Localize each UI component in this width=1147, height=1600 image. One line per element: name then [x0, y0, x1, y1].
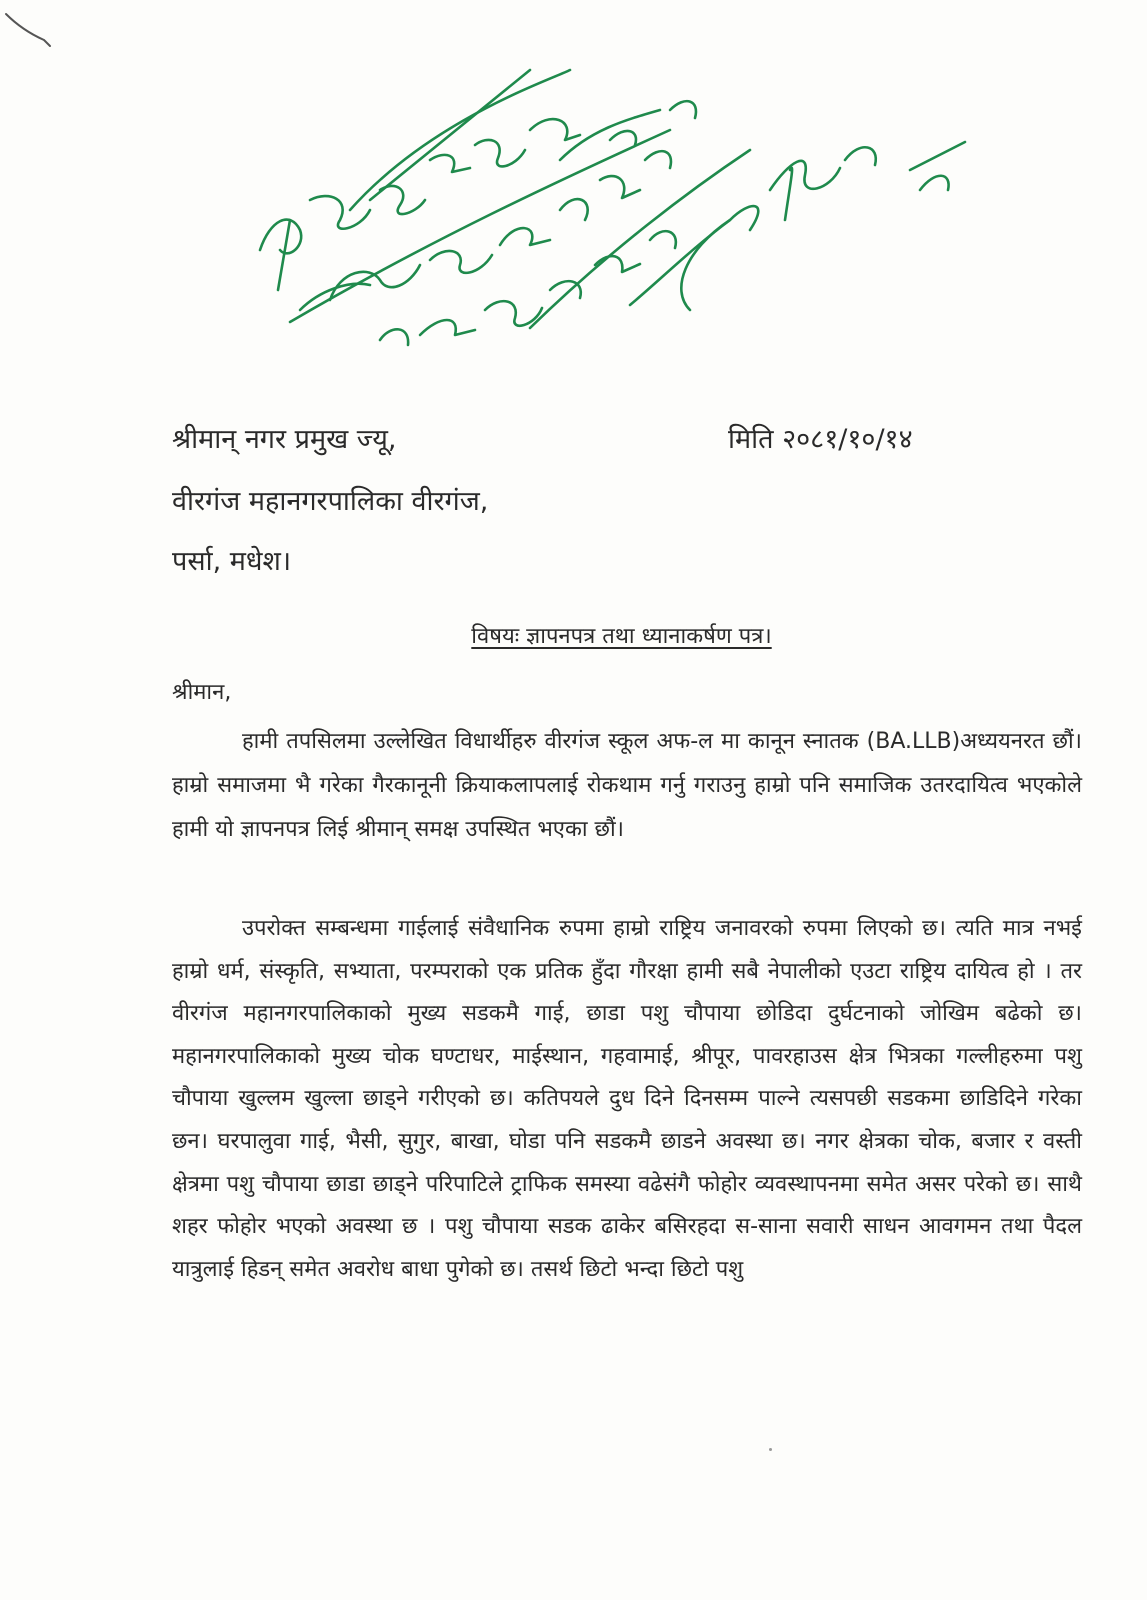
recipient-line-1: श्रीमान् नगर प्रमुख ज्यू,: [172, 424, 397, 455]
recipient-line-2: वीरगंज महानगरपालिका वीरगंज,: [172, 486, 489, 517]
handwritten-annotation: [230, 50, 990, 360]
stray-dot: [769, 1448, 772, 1451]
paragraph-1-text: हामी तपसिलमा उल्लेखित विधार्थीहरु वीरगंज स्कूल अफ-ल मा कानून स्नातक (BA.LLB)अध्ययनरत छौं। हाम्रो समाजमा भै गरेका गैरकानूनी क्रियाकलापलाई रोकथाम गर्नु गराउनु हाम्रो पनि समाजिक उतरदायित्व भएकोले हामी यो ज्ञापनपत्र लिई श्रीमान् समक्ष उपस्थित भएका छौं।: [172, 729, 1082, 842]
subject-text: विषयः ज्ञापनपत्र तथा ध्यानाकर्षण पत्र।: [471, 624, 772, 649]
salutation: श्रीमान,: [172, 680, 232, 705]
corner-pen-mark: [0, 0, 70, 60]
body-paragraph-1: [172, 720, 1082, 852]
paragraph-2-text: उपरोक्त सम्बन्धमा गाईलाई संवैधानिक रुपमा हाम्रो राष्ट्रिय जनावरको रुपमा लिएको छ। त्यति मात्र नभई हाम्रो धर्म, संस्कृति, सभ्याता, परम्पराको एक प्रतिक हुँदा गौरक्षा हामी सबै नेपालीको एउटा राष्ट्रिय दायित्व हो । तर वीरगंज महानगरपालिकाको मुख्य सडकमै गाई, छाडा पशु चौपाया छोडिदा दुर्घटनाको जोखिम बढेको छ। महानगरपालिकाको मुख्य चोक घण्टाधर, माईस्थान, गहवामाई, श्रीपूर, पावरहाउस क्षेत्र भित्रका गल्लीहरुमा पशु चौपाया खुल्लम खुल्ला छाड्ने गरीएको छ। कतिपयले दुध दिने दिनसम्म पाल्ने त्यसपछी सडकमा छाडिदिने गरेका छन। घरपालुवा गाई, भैसी, सुगुर, बाखा, घोडा पनि सडकमै छाडने अवस्था छ। नगर क्षेत्रका चोक, बजार र वस्ती क्षेत्रमा पशु चौपाया छाडा छाड्ने परिपाटिले ट्राफिक समस्या वढेसंगै फोहोर व्यवस्थापनमा समेत असर परेको छ। साथै शहर फोहोर भएको अवस्था छ । पशु चौपाया सडक ढाकेर बसिरहदा स-साना सवारी साधन आवगमन तथा पैदल यात्रुलाई हिडन् समेत अवरोध बाधा पुगेको छ। तसर्थ छिटो भन्दा छिटो पशु: [172, 916, 1082, 1282]
subject-line: [0, 622, 1147, 652]
recipient-line-3: पर्सा, मधेश।: [172, 546, 292, 577]
annotation-writing: [260, 70, 965, 345]
letter-date: मिति २०८१/१०/१४: [728, 424, 913, 455]
body-paragraph-2: [172, 908, 1082, 1291]
